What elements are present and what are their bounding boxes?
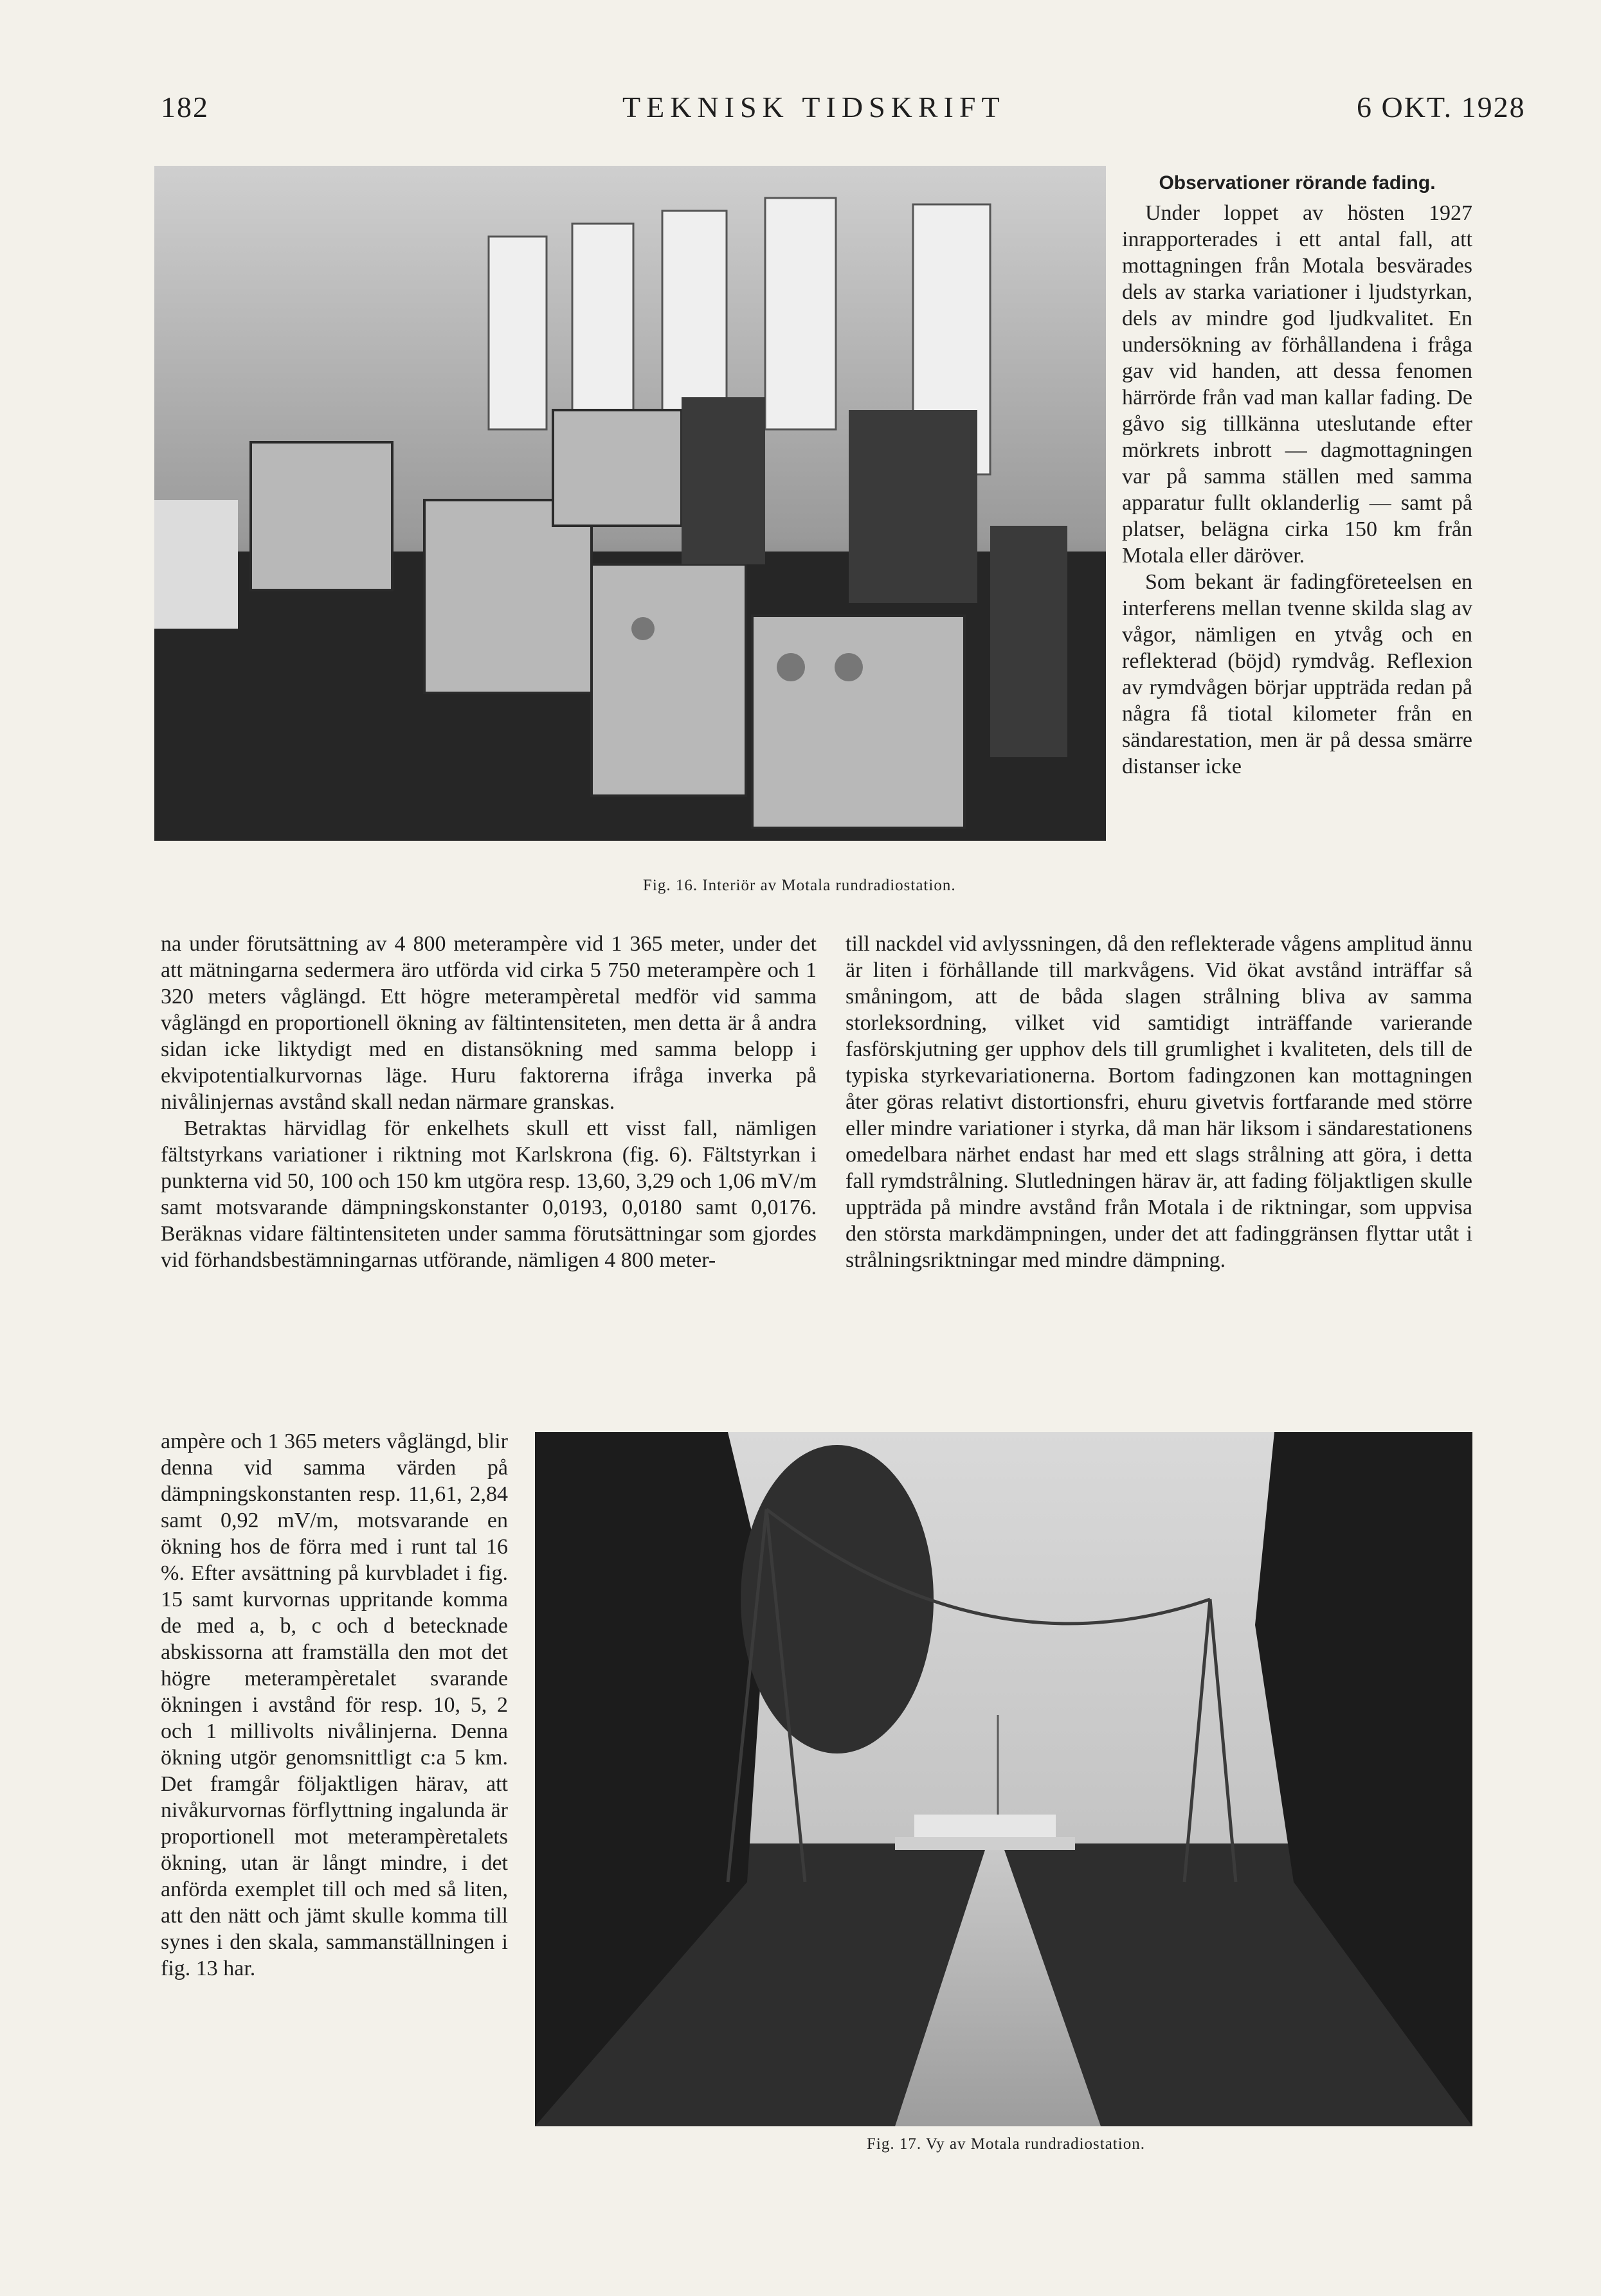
right-para-1: Under loppet av hösten 1927 inrapporterades i ett antal fall, att mottagningen från Motala besvärades dels av starka variationer i ljudstyrkan, dels av mindre god ljudkvalitet. En undersökning av förhållandena i fråga gav vid handen, att dessa fenomen härrörde från vad man kallar fading. De gåvo sig tillkänna uteslutande efter mörkrets inbrott — dagmottagningen var på samma ställen med samma apparatur fullt oklanderlig — samt på platser, belägna cirka 150 km från Motala eller däröver. [1122,201,1472,568]
left-para-3: ampère och 1 365 meters våglängd, blir denna vid samma värden på dämpningskonstanten resp. 11,61, 2,84 samt 0,92 mV/m, motsvarande en ökning hos de förra med i runt tal 16 %. Efter avsättning på kurvbladet i fig. 15 samt kurvornas uppritande komma de med a, b, c och d betecknade abskissorna att framställa den mot det högre meterampèretalet svarande ökningen i avstånd för resp. 10, 5, 2 och 1 millivolts nivålinjerna. Denna ökning utgör genomsnittligt c:a 5 km. Det framgår följaktligen härav, att nivåkurvornas förflyttning ingalunda är proportionell mot meterampèretalets ökning, utan är långt mindre, i det anförda exemplet till och med så liten, att den nätt och jämt skulle komma till synes i den skala, sammanställningen i fig. 13 har. [161,1430,508,1980]
right-column-continued [846,931,1472,1273]
left-column-upper [161,931,817,1273]
right-column [1122,170,1472,780]
fig17-caption: Fig. 17. Vy av Motala rundradiostation. [867,2135,1145,2153]
right-para-3: till nackdel vid avlyssningen, då den reflekterade vågens amplitud ännu är liten i förhållande till markvågens. Vid ökat avstånd inträffar så småningom, att de båda slagen strålning bliva av samma storleksordning, vilket vid samtidigt inträffande varierande fasförskjutning ger upphov dels till grumlighet i kvaliteten, dels till de typiska styrkevariationerna. Bortom fadingzonen kan mottagningen åter göras relativt distortionsfri, ehuru givetvis fortfarande med större eller mindre variationer i styrka, då man här liksom i sändarestationens omedelbara närhet endast har med ett slags strålning att göra, i detta fall rymdstrålning. Slutledningen härav är, att fading följaktligen skulle uppträda på mindre avstånd från Motala i de riktningar, som uppvisa den största markdämpningen, under det att fadinggränsen flyttar utåt i strålningsriktningar med mindre dämpning. [846,932,1472,1272]
fig16-photo [154,166,1106,841]
issue-date: 6 OKT. 1928 [1357,91,1526,123]
section-heading: Observationer rörande fading. [1159,172,1436,193]
left-para-2: Betraktas härvidlag för enkelhets skull ett visst fall, nämligen fältstyrkans variationer i riktning mot Karlskrona (fig. 6). Fältstyrkan i punkterna vid 50, 100 och 150 km utgöra resp. 13,60, 3,29 och 1,06 mV/m samt motsvarande dämpningskonstanter 0,0193, 0,0180 samt 0,0176. Beräknas vidare fältintensiteten under samma förutsättningar som gjordes vid förhandsbestämningarnas utförande, nämligen 4 800 meter- [161,1117,817,1272]
left-para-1: na under förutsättning av 4 800 meterampère vid 1 365 meter, under det att mätningarna sedermera äro utförda vid cirka 5 750 meterampère och 1 320 meters våglängd. Ett högre meterampèretal medför vid samma våglängd en proportionell ökning av fältintensiteten, men detta är å andra sidan icke liktydigt med en distansökning med samma belopp i ekvipotentialkurvornas läge. Huru faktorerna ifråga inverka på nivålinjernas avstånd skall nedan närmare granskas. [161,932,817,1114]
page-number: 182 [161,91,209,123]
right-para-2: Som bekant är fadingföreteelsen en interferens mellan tvenne skilda slag av vågor, nämligen en ytvåg och en reflekterad (böjd) rymdvåg. Reflexion av rymdvågen börjar uppträda redan på några få tiotal kilometer från en sändarestation, men är på dessa smärre distanser icke [1122,570,1472,778]
station-exterior-image [535,1432,1472,2126]
station-interior-image [154,166,1106,841]
fig17-photo [535,1432,1472,2126]
fig16-caption: Fig. 16. Interiör av Motala rundradiostation. [643,877,956,894]
left-column-lower [161,1428,508,1982]
journal-title: TEKNISK TIDSKRIFT [622,91,1006,123]
